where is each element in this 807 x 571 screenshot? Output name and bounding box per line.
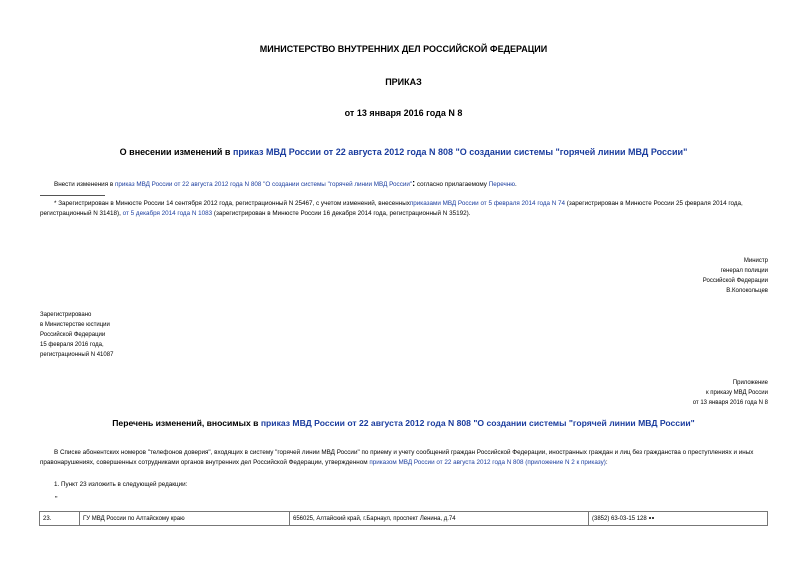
footnote-link-74[interactable]: приказами МВД России от 5 февраля 2014 года N 74 — [409, 200, 566, 207]
signature-rank: генерал полиции — [720, 268, 768, 274]
registration-line4: 15 февраля 2016 года, — [40, 342, 104, 348]
list-title-prefix: Перечень изменений, вносимых в — [112, 418, 261, 428]
body-text-prefix: Внести изменения в — [54, 181, 115, 188]
body-list-link[interactable]: Перечню — [488, 181, 516, 188]
table-cell-address: 656025, Алтайский край, г.Барнаул, проспект Ленина, д.74 — [290, 512, 589, 526]
phone-dot-icon — [652, 517, 654, 519]
doc-date-heading: от 13 января 2016 года N 8 — [344, 108, 463, 118]
point-1: 1. Пункт 23 изложить в следующей редакции: — [54, 481, 188, 488]
signature-block — [568, 256, 768, 296]
list-paragraph — [40, 448, 770, 468]
footnote-mark: * — [54, 200, 57, 207]
appendix-line3: от 13 января 2016 года N 8 — [692, 400, 768, 406]
body-paragraph — [54, 178, 774, 190]
body-text-end: . — [515, 181, 517, 188]
table-cell-phone — [589, 512, 768, 526]
signature-title: Министр — [743, 258, 768, 264]
registration-line3: Российской Федерации — [40, 332, 106, 338]
list-appendix-link[interactable]: (приложение N 2 к приказу) — [525, 459, 606, 466]
body-order-link[interactable]: приказ МВД России от 22 августа 2012 года N 808 "О создании системы "горячей линии МВД России" — [114, 181, 413, 188]
footnote — [40, 199, 768, 219]
subject-prefix: О внесении изменений в — [119, 147, 233, 157]
table-cell-dept: ГУ МВД России по Алтайскому краю — [80, 512, 290, 526]
footnote-text1: Зарегистрирован в Минюсте России 14 сентября 2012 года, регистрационный N 25467, с учетом изменений, внесенных — [58, 200, 410, 207]
list-paragraph-end: : — [605, 459, 608, 466]
list-paragraph-text: В Списке абонентских номеров "телефонов доверия", входящих в систему "горячей линии МВД России" по приему и учету сообщений граждан Российской Федерации, иностранных граждан и лиц без гражданства о преступлениях и иных правонарушениях, совершенных сотрудниками органов внутренних дел Российской Федерации, утвержденном — [40, 449, 754, 466]
signature-name: В.Колокольцев — [726, 288, 768, 294]
registration-line1: Зарегистрировано — [40, 312, 92, 318]
quote-mark: " — [55, 496, 58, 503]
ministry-heading: МИНИСТЕРСТВО ВНУТРЕННИХ ДЕЛ РОССИЙСКОЙ ФЕДЕРАЦИИ — [259, 44, 548, 54]
registration-line2: в Министерстве юстиции — [40, 322, 110, 328]
body-asterisk-mark: : — [412, 178, 416, 188]
footnote-text3: (зарегистрирован в Минюсте России 16 декабря 2014 года, регистрационный N 35192). — [212, 210, 471, 217]
footnote-link-1083[interactable]: от 5 декабря 2014 года N 1083 — [122, 210, 213, 217]
body-text-mid: согласно прилагаемому — [415, 181, 489, 188]
footnote-text2: (зарегистрирован в Минюсте России 25 февраля 2014 года, регистрационный N 31418), — [40, 200, 743, 217]
appendix-line1: Приложение — [732, 380, 768, 386]
signature-country: Российской Федерации — [702, 278, 768, 284]
list-title — [0, 418, 807, 428]
subject-link[interactable]: приказ МВД России от 22 августа 2012 года N 808 "О создании системы "горячей линии МВД России" — [232, 147, 688, 157]
appendix-line2: к приказу МВД России — [706, 390, 768, 396]
registration-block — [40, 310, 240, 360]
registration-line5: регистрационный N 41087 — [40, 352, 114, 358]
footnote-separator — [40, 195, 105, 196]
appendix-block — [568, 378, 768, 408]
table-phone-text: (3852) 63-03-15 128 — [592, 515, 647, 522]
subject-title — [0, 147, 807, 157]
table-cell-num: 23. — [40, 512, 80, 526]
doc-type-heading: ПРИКАЗ — [385, 77, 422, 87]
table-row — [40, 512, 768, 526]
list-title-link[interactable]: приказ МВД России от 22 августа 2012 года N 808 "О создании системы "горячей линии МВД России" — [260, 418, 695, 428]
phone-table — [39, 511, 768, 526]
list-order-link[interactable]: приказом МВД России от 22 августа 2012 года N 808 — [369, 459, 524, 466]
phone-dot-icon — [649, 517, 651, 519]
